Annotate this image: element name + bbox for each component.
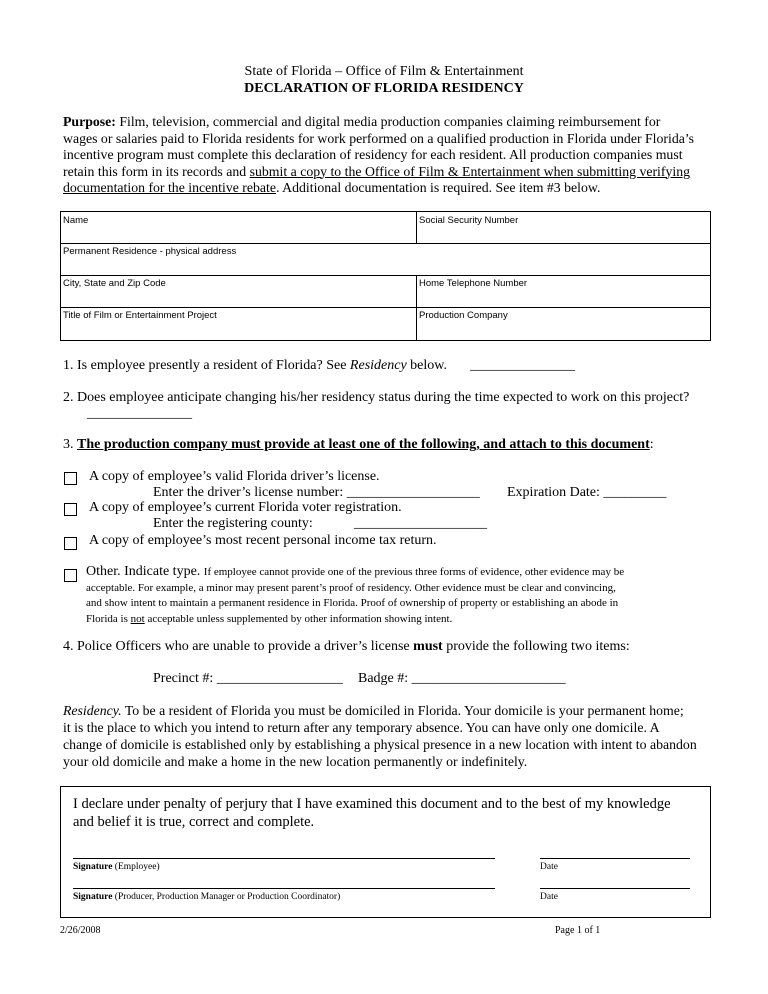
drivers-license-checkbox[interactable] (64, 472, 77, 485)
producer-signature-line[interactable] (73, 888, 495, 889)
question-2: 2. Does employee anticipate changing his/her residency status during the time expected to work on this project? (63, 390, 690, 405)
producer-date-label: Date (540, 892, 558, 902)
purpose-line-4: retain this form in its records and submit a copy to the Office of Film & Entertainment when submitting verifying (63, 163, 691, 179)
other-evidence-checkbox[interactable] (64, 569, 77, 582)
name-field[interactable]: Name (63, 215, 89, 226)
home-phone-field[interactable]: Home Telephone Number (419, 278, 528, 289)
purpose-line-1: Film, television, commercial and digital media production companies claiming reimbursement for (115, 114, 661, 129)
page-number: Page 1 of 1 (555, 925, 601, 936)
footer-date: 2/26/2008 (60, 925, 101, 936)
address-field[interactable]: Permanent Residence - physical address (63, 246, 237, 257)
purpose-line-5: documentation for the incentive rebate. Additional documentation is required. See item #3 below. (63, 180, 601, 195)
employee-date-label: Date (540, 862, 558, 872)
purpose-paragraph (63, 114, 703, 197)
purpose-line-3: incentive program must complete this declaration of residency for each resident. All production companies must (63, 147, 683, 162)
voter-registration-checkbox[interactable] (64, 503, 77, 516)
residency-paragraph: Residency. To be a resident of Florida you must be domiciled in Florida. Your domicile is your permanent home; it is the place to which you intend to return after any temporary absence. You can have only one domicile. A change of domicile is established only by establishing a physical presence in a new location with intent to abandon your old domicile and make a home in the new location permanently or indefinitely. (63, 703, 697, 769)
ssn-field[interactable]: Social Security Number (419, 215, 519, 226)
producer-signature-label: Signature (Producer, Production Manager or Production Coordinator) (73, 892, 341, 902)
declaration-text: I declare under penalty of perjury that I have examined this document and to the best of my knowledge and belief it is true, correct and complete. (73, 796, 671, 830)
drivers-license-item: A copy of employee’s valid Florida driver’s license. (89, 469, 380, 484)
expiration-date[interactable]: Expiration Date: _________ (507, 485, 667, 500)
producer-date-line[interactable] (540, 888, 690, 889)
voter-registration-item: A copy of employee’s current Florida voter registration. (89, 500, 402, 515)
registering-county-label: Enter the registering county: (153, 516, 313, 531)
question-2-answer[interactable]: _______________ (87, 406, 192, 421)
page-title: DECLARATION OF FLORIDA RESIDENCY (244, 81, 524, 96)
question-1-answer[interactable]: _______________ (470, 358, 575, 373)
employee-info-table (60, 211, 711, 341)
drivers-license-number[interactable]: Enter the driver’s license number: ___________________ (153, 485, 480, 500)
registering-county-input[interactable]: ___________________ (354, 516, 487, 531)
agency-name: State of Florida – Office of Film & Entertainment (244, 64, 524, 79)
project-title-field[interactable]: Title of Film or Entertainment Project (63, 310, 217, 321)
employee-signature-label: Signature (Employee) (73, 862, 160, 872)
production-company-field[interactable]: Production Company (419, 310, 508, 321)
other-evidence-item: Other. Indicate type. If employee cannot provide one of the previous three forms of evidence, other evidence may be acceptable. For example, a minor may present parent’s proof of residency. Other evidence must be clear and convincing, and show intent to maintain a permanent residence in Florida. Proof of ownership of property or establishing an abode in Florida is not acceptable unless supplemented by other information showing intent. (86, 564, 625, 625)
employee-date-line[interactable] (540, 858, 690, 859)
question-1: 1. Is employee presently a resident of Florida? See Residency below. (63, 358, 447, 373)
precinct-input[interactable]: Precinct #: __________________ (153, 671, 343, 686)
tax-return-checkbox[interactable] (64, 537, 77, 550)
employee-signature-line[interactable] (73, 858, 495, 859)
purpose-label: Purpose: (63, 114, 116, 129)
purpose-line-2: wages or salaries paid to Florida residents for work performed on a qualified production in Florida under Florida’s (63, 130, 695, 146)
question-3: 3. The production company must provide at least one of the following, and attach to this document: (63, 437, 654, 452)
declaration-box (60, 786, 711, 918)
city-state-zip-field[interactable]: City, State and Zip Code (63, 278, 166, 289)
tax-return-item: A copy of employee’s most recent personal income tax return. (89, 533, 437, 548)
question-4: 4. Police Officers who are unable to provide a driver’s license must provide the following two items: (63, 639, 630, 654)
badge-input[interactable]: Badge #: ______________________ (358, 671, 566, 686)
